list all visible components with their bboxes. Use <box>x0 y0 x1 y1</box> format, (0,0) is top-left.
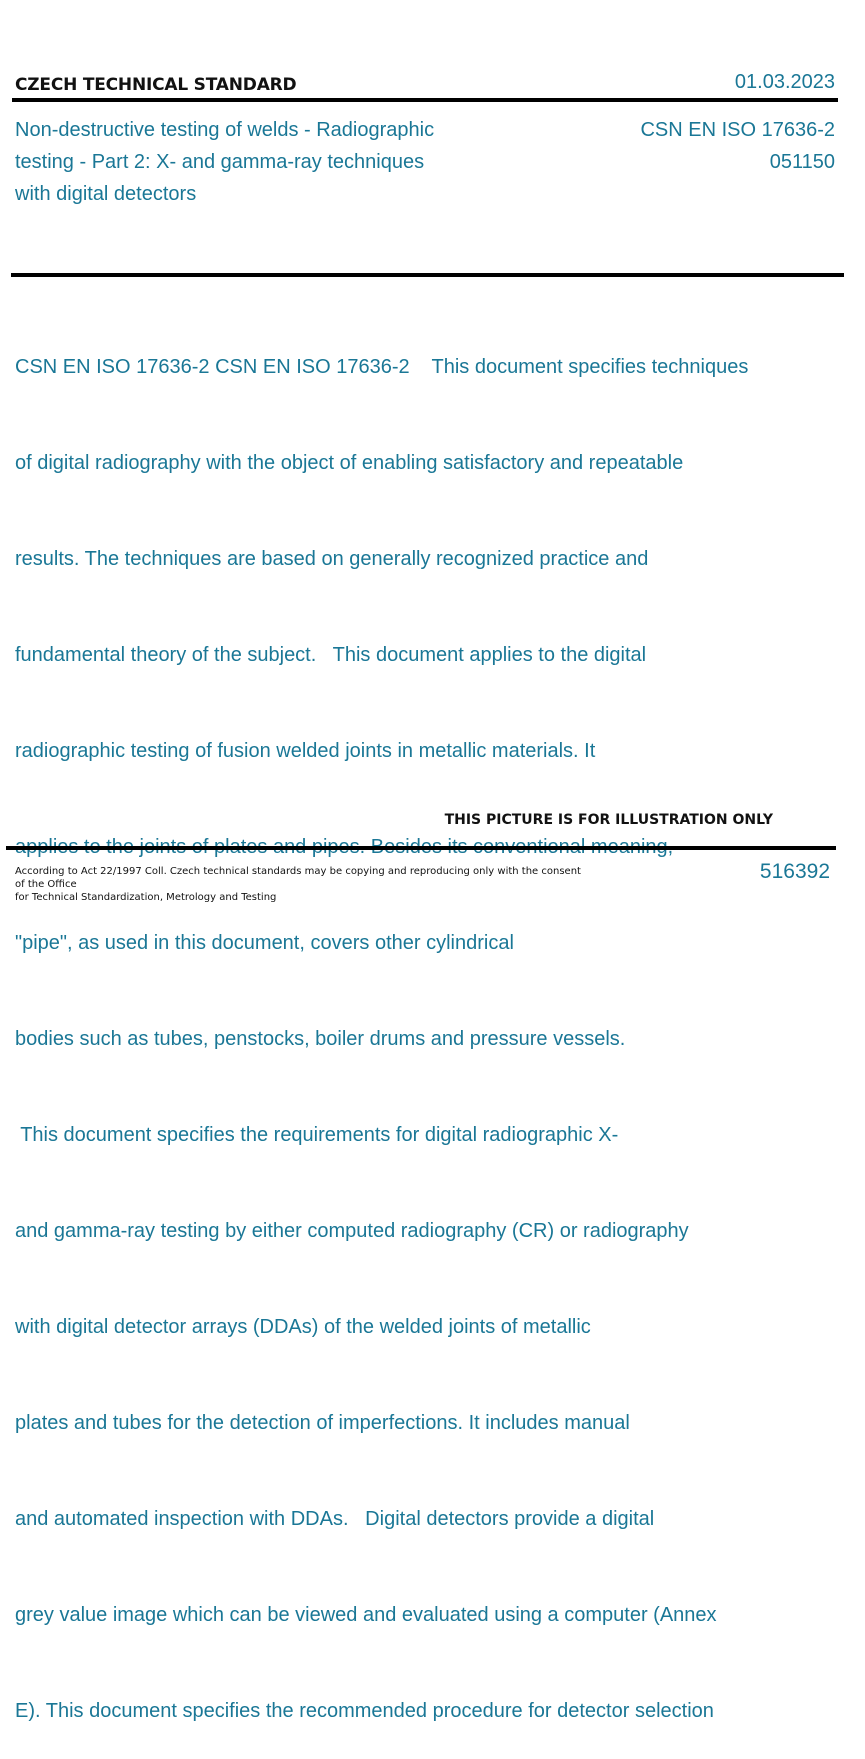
abstract-text <box>15 287 815 1759</box>
title-line: with digital detectors <box>15 183 197 205</box>
abstract-line: CSN EN ISO 17636-2 CSN EN ISO 17636-2 This document specifies techniques <box>15 356 749 378</box>
legal-notice <box>15 865 585 904</box>
illustration-note: THIS PICTURE IS FOR ILLUSTRATION ONLY <box>444 812 773 828</box>
standard-label: CZECH TECHNICAL STANDARD <box>15 75 297 95</box>
header-rule <box>12 98 838 102</box>
abstract-line: plates and tubes for the detection of imperfections. It includes manual <box>15 1412 630 1434</box>
document-title <box>15 114 495 210</box>
title-rule <box>11 273 844 277</box>
standard-code: CSN EN ISO 17636-2 <box>640 119 835 141</box>
abstract-line: of digital radiography with the object of enabling satisfactory and repeatable <box>15 452 684 474</box>
abstract-line: fundamental theory of the subject. This document applies to the digital <box>15 644 647 666</box>
class-number: 051150 <box>769 151 835 173</box>
document-code-block <box>640 114 835 178</box>
abstract-line: grey value image which can be viewed and evaluated using a computer (Annex <box>15 1604 717 1626</box>
abstract-line: with digital detector arrays (DDAs) of the welded joints of metallic <box>15 1316 591 1338</box>
abstract-line: results. The techniques are based on generally recognized practice and <box>15 548 649 570</box>
abstract-line: bodies such as tubes, penstocks, boiler drums and pressure vessels. <box>15 1028 626 1050</box>
document-id: 516392 <box>759 860 830 883</box>
abstract-line: E). This document specifies the recommended procedure for detector selection <box>15 1700 714 1722</box>
footer-rule <box>6 846 836 850</box>
abstract-line: and automated inspection with DDAs. Digital detectors provide a digital <box>15 1508 655 1530</box>
legal-line: for Technical Standardization, Metrology and Testing <box>15 892 277 903</box>
title-line: Non-destructive testing of welds - Radiographic <box>15 119 435 141</box>
legal-line: According to Act 22/1997 Coll. Czech technical standards may be copying and reproducing only with the consent of the Office <box>15 866 581 890</box>
abstract-line: radiographic testing of fusion welded joints in metallic materials. It <box>15 740 596 762</box>
publication-date: 01.03.2023 <box>734 71 835 93</box>
abstract-line: This document specifies the requirements for digital radiographic X- <box>15 1124 619 1146</box>
title-line: testing - Part 2: X- and gamma-ray techniques <box>15 151 425 173</box>
abstract-line: and gamma-ray testing by either computed radiography (CR) or radiography <box>15 1220 689 1242</box>
abstract-line: "pipe", as used in this document, covers other cylindrical <box>15 932 514 954</box>
